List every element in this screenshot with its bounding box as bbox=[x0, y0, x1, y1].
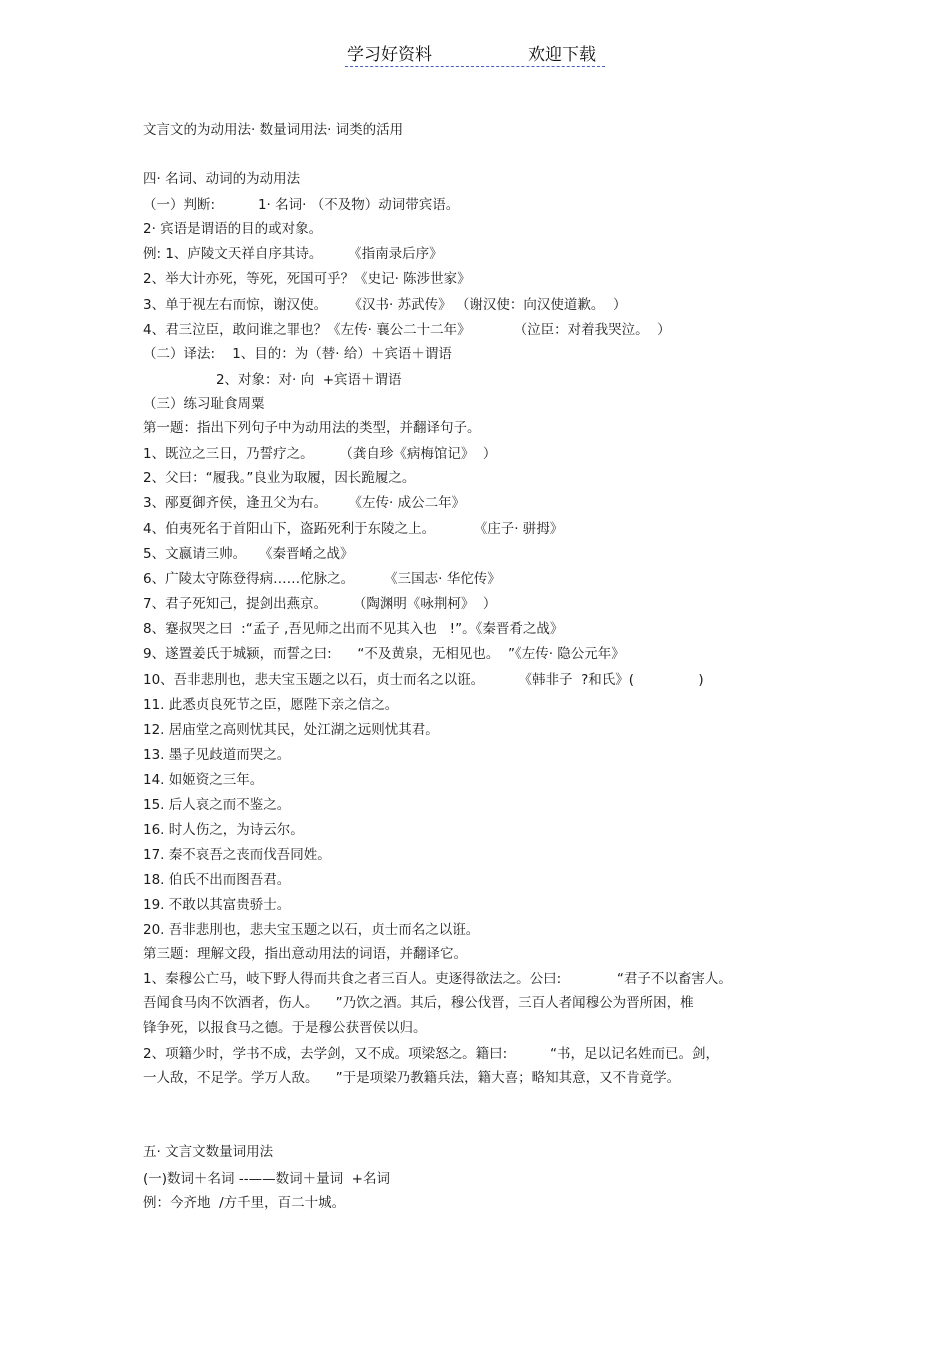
text-line: 3、单于视左右而惊，谢汉使。 《汉书· 苏武传》 （谢汉使：向汉使道歉。 ） bbox=[143, 297, 627, 313]
text-line: 18. 伯氏不出而图吾君。 bbox=[143, 872, 291, 888]
text-line: 2· 宾语是谓语的目的或对象。 bbox=[143, 221, 323, 237]
text-line: 例: 1、庐陵文天祥自序其诗。 《指南录后序》 bbox=[143, 246, 443, 262]
text-line: 2、对象：对· 向 +宾语＋谓语 bbox=[143, 372, 402, 388]
text-line: 14. 如姬资之三年。 bbox=[143, 772, 264, 788]
text-line: 2、举大计亦死，等死，死国可乎？《史记· 陈涉世家》 bbox=[143, 271, 471, 287]
text-line: 1、既泣之三日，乃誓疗之。 （龚自珍《病梅馆记》 ） bbox=[143, 446, 497, 462]
text-line: 7、君子死知己，提剑出燕京。 （陶渊明《咏荆柯》 ） bbox=[143, 596, 497, 612]
page-header bbox=[345, 40, 605, 67]
text-line: 4、伯夷死名于首阳山下，盗跖死利于东陵之上。 《庄子· 骈拇》 bbox=[143, 521, 564, 537]
text-line: 例：今齐地 /方千里，百二十城。 bbox=[143, 1195, 346, 1211]
text-line: （一）判断: 1· 名词· （不及物）动词带宾语。 bbox=[143, 197, 460, 213]
text-line: 15. 后人哀之而不鉴之。 bbox=[143, 797, 291, 813]
text-line: （三）练习耻食周粟 bbox=[143, 396, 265, 412]
text-line: 锋争死，以报食马之德。于是穆公获晋侯以归。 bbox=[143, 1020, 427, 1036]
text-line: 吾闻食马肉不饮酒者，伤人。 ”乃饮之酒。其后，穆公伐晋，三百人者闻穆公为晋所困，椎 bbox=[143, 995, 694, 1011]
text-line: 第一题：指出下列句子中为动用法的类型，并翻译句子。 bbox=[143, 420, 481, 436]
text-line: 5、文嬴请三帅。 《秦晋崤之战》 bbox=[143, 546, 354, 562]
text-line: （二）译法: 1、目的：为（替· 给）＋宾语＋谓语 bbox=[143, 346, 452, 362]
text-line: 2、项籍少时，学书不成，去学剑，又不成。项梁怒之。籍曰: “书，足以记名姓而已。剑， bbox=[143, 1046, 720, 1062]
section-five-heading: 五· 文言文数量词用法 bbox=[143, 1144, 274, 1160]
text-line: 2、父曰：“履我。”良业为取履，因长跪履之。 bbox=[143, 470, 416, 486]
text-line: 1、秦穆公亡马，岐下野人得而共食之者三百人。吏逐得欲法之。公曰: “君子不以畜害人。 bbox=[143, 971, 732, 987]
header-right-text: 欢迎下载 bbox=[528, 45, 596, 65]
text-line: 8、蹇叔哭之曰 :“孟子 ,吾见师之出而不见其入也 !”。《秦晋肴之战》 bbox=[143, 621, 564, 637]
text-line: (一)数词＋名词 --——数词＋量词 +名词 bbox=[143, 1171, 390, 1187]
text-line: 13. 墨子见歧道而哭之。 bbox=[143, 747, 291, 763]
text-line: 9、遂置姜氏于城颍，而誓之曰: “不及黄泉，无相见也。 ”《左传· 隐公元年》 bbox=[143, 646, 625, 662]
text-line: 11. 此悉贞良死节之臣，愿陛下亲之信之。 bbox=[143, 697, 399, 713]
text-line: 19. 不敢以其富贵骄士。 bbox=[143, 897, 291, 913]
section-four-heading: 四· 名词、动词的为动用法 bbox=[143, 171, 301, 187]
text-line: 6、广陵太守陈登得病……佗脉之。 《三国志· 华佗传》 bbox=[143, 571, 501, 587]
text-line: 一人敌，不足学。学万人敌。 ”于是项梁乃教籍兵法，籍大喜；略知其意，又不肯竟学。 bbox=[143, 1070, 681, 1086]
text-line: 10、吾非悲刖也，悲夫宝玉题之以石，贞士而名之以诳。 《韩非子 ?和氏》( ) bbox=[143, 672, 704, 688]
text-line: 17. 秦不哀吾之丧而伐吾同姓。 bbox=[143, 847, 331, 863]
text-line: 20. 吾非悲刖也，悲夫宝玉题之以石，贞士而名之以诳。 bbox=[143, 922, 480, 938]
text-line: 16. 时人伤之，为诗云尔。 bbox=[143, 822, 304, 838]
text-line: 第三题：理解文段，指出意动用法的词语，并翻译它。 bbox=[143, 946, 467, 962]
doc-title: 文言文的为动用法· 数量词用法· 词类的活用 bbox=[143, 122, 404, 138]
header-left-text: 学习好资料 bbox=[347, 45, 432, 65]
text-line: 3、邴夏御齐侯，逢丑父为右。 《左传· 成公二年》 bbox=[143, 495, 466, 511]
text-line: 12. 居庙堂之高则忧其民，处江湖之远则忧其君。 bbox=[143, 722, 439, 738]
text-line: 4、君三泣臣，敢问谁之罪也？《左传· 襄公二十二年》 （泣臣：对着我哭泣。 ） bbox=[143, 322, 671, 338]
